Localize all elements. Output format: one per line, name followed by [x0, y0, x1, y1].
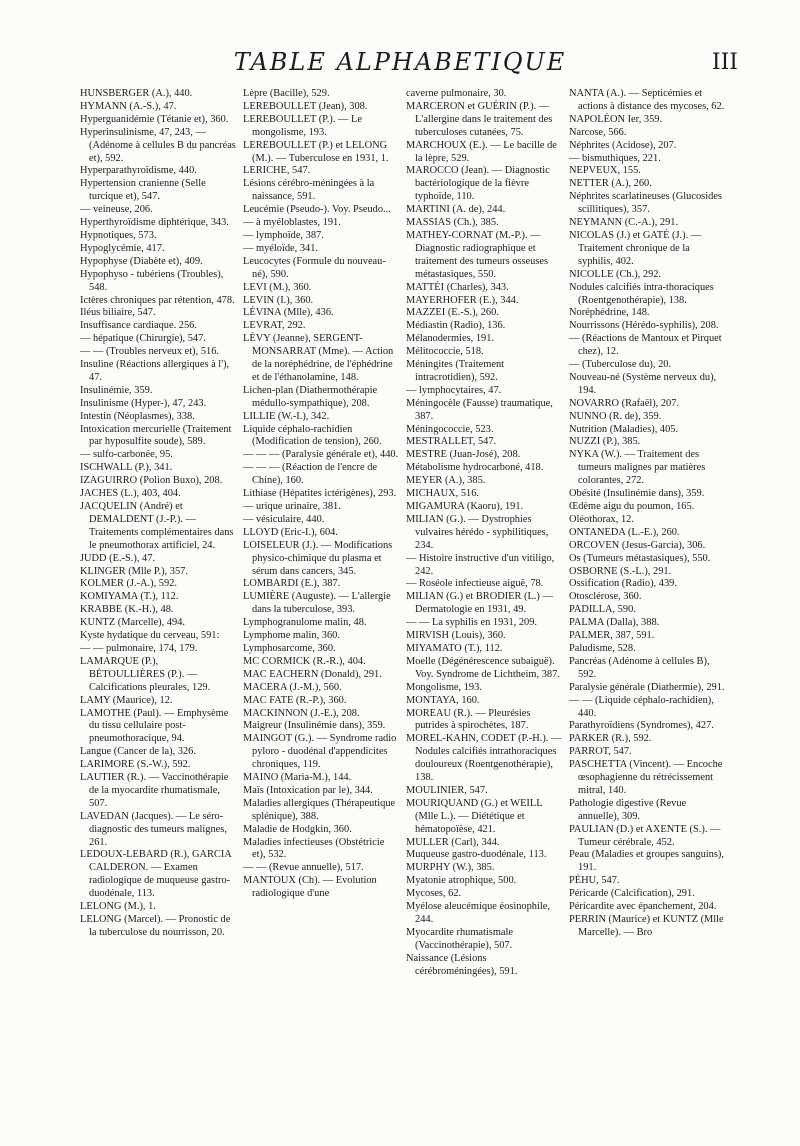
index-entry: MAZZEI (E.-S.), 260.: [406, 307, 499, 319]
index-entry: Maladies infectieuses (Obstétricie et), 532.: [243, 836, 385, 861]
index-entry: Peau (Maladies et groupes sanguins), 191.: [569, 849, 724, 874]
index-entry: Maigreur (Insulinémie dans), 359.: [243, 720, 386, 732]
index-entry: Hypophyso - tubériens (Troubles), 548.: [80, 268, 224, 293]
index-entry: LOISELEUR (J.). — Modifications physico-chimique du plasma et sérum dans cancers, 345.: [243, 539, 393, 577]
index-entry: LEREBOULLET (P.). — Le mongolisme, 193.: [243, 113, 362, 138]
index-entry: Myélose aleucémique éosinophile, 244.: [406, 901, 550, 925]
index-entry: MESTRE (Juan-José), 208.: [406, 449, 521, 461]
index-entry: Hyperthyroïdisme diphtérique, 343.: [80, 217, 229, 229]
page-number: III: [711, 50, 738, 75]
index-entry: — — (Liquide céphalo-rachidien), 440.: [569, 694, 714, 719]
index-entry: JUDD (E.-S.), 47.: [80, 552, 156, 564]
index-entry: NYKA (W.). — Traitement des tumeurs malignes par matières colorantes, 272.: [569, 449, 706, 487]
index-entry: MAC EACHERN (Donald), 291.: [243, 668, 382, 680]
index-entry: Lèpre (Bacille), 529.: [243, 88, 330, 99]
index-entry: Muqueuse gastro-duodénale, 113.: [406, 849, 547, 861]
index-entry: LAUTIER (R.). — Vaccinothérapie de la myocardite rhumatismale, 507.: [80, 772, 229, 809]
index-entry: Méningites (Traitement intracrotidien), 592.: [406, 359, 505, 383]
index-entry: Ictères chroniques par rétention, 478.: [80, 294, 235, 306]
index-entry: MASSIAS (Ch.), 385.: [406, 217, 499, 229]
index-entry: Pathologie digestive (Revue annuelle), 309.: [569, 797, 687, 822]
index-entry: Lithiase (Hépatites ictérigènes), 293.: [243, 488, 397, 500]
index-column-4: [569, 88, 725, 979]
index-entry: MOULINIER, 547.: [406, 784, 488, 796]
index-column-2: [243, 88, 399, 979]
index-entry: NOVARRO (Rafaël), 207.: [569, 397, 680, 409]
index-entry: NEPVEUX, 155.: [569, 165, 641, 177]
index-entry: Hypertension cranienne (Selle turcique et), 547.: [80, 178, 206, 203]
index-entry: caverne pulmonaire, 30.: [406, 88, 507, 99]
index-entry: — urique urinaire, 381.: [243, 501, 341, 512]
index-entry: LAVEDAN (Jacques). — Le séro-diagnostic des tumeurs malignes, 261.: [80, 810, 227, 848]
index-entry: — — — (Paralysie générale et), 440.: [243, 449, 399, 461]
index-column-3: [406, 88, 562, 979]
index-entry: LEVI (M.), 360.: [243, 281, 312, 293]
index-entry: — bismuthiques, 221.: [569, 152, 661, 164]
index-entry: LELONG (M.), 1.: [80, 901, 156, 913]
index-entry: Insuline (Réactions allergiques à l'), 47.: [80, 359, 230, 383]
index-entry: ISCHWALL (P.), 341.: [80, 462, 173, 474]
index-entry: LERICHE, 547.: [243, 165, 311, 177]
index-entry: — myéloïde, 341.: [243, 242, 319, 254]
index-entry: Otosclérose, 360.: [569, 591, 642, 603]
index-entry: Myocardite rhumatismale (Vaccinothérapie), 507.: [406, 926, 514, 951]
index-entry: Lésions cérébro-méningées à la naissance, 591.: [243, 178, 375, 203]
index-entry: LÉVY (Jeanne), SERGENT-MONSARRAT (Mme). — Action de la noréphédrine, de l'éphédrine et de l'éthanolamine, 148.: [243, 333, 394, 383]
index-entry: Narcose, 566.: [569, 126, 627, 138]
index-entry: PALMER, 387, 591.: [569, 630, 655, 642]
index-entry: Ossification (Radio), 439.: [569, 578, 677, 590]
index-entry: Insulinisme (Hyper-), 47, 243.: [80, 397, 207, 409]
index-entry: LAMY (Maurice), 12.: [80, 694, 173, 706]
index-entry: LEDOUX-LEBARD (R.), GARCIA CALDERON. — Examen radiologique de muqueuse gastro-duodénale, 113.: [80, 849, 232, 900]
index-entry: Lymphome malin, 360.: [243, 630, 340, 642]
index-entry: Myatonie atrophique, 500.: [406, 875, 517, 887]
index-entry: PARKER (R.), 592.: [569, 733, 652, 745]
index-column-1: [80, 88, 236, 979]
index-entry: MAINO (Maria-M.), 144.: [243, 772, 352, 784]
index-entry: Noréphédrine, 148.: [569, 307, 650, 319]
index-entry: Obésité (Insulinémie dans), 359.: [569, 488, 705, 500]
index-entry: Lymphogranulome malin, 48.: [243, 617, 367, 629]
index-entry: IZAGUIRRO (Polion Buxo), 208.: [80, 475, 223, 487]
index-entry: LOMBARDI (E.), 387.: [243, 578, 341, 590]
index-entry: Nutrition (Maladies), 405.: [569, 423, 679, 435]
index-entry: MC CORMICK (R.-R.), 404.: [243, 655, 366, 667]
index-entry: MARTINI (A. de), 244.: [406, 204, 506, 216]
index-entry: NUNNO (R. de), 359.: [569, 410, 662, 422]
index-entry: — — — (Réaction de l'encre de Chine), 160.: [243, 462, 378, 487]
index-entry: — — (Revue annuelle), 517.: [243, 862, 364, 874]
index-entry: Pancréas (Adénome à cellules B), 592.: [569, 655, 710, 680]
index-entry: Maladie de Hodgkin, 360.: [243, 823, 352, 835]
index-entry: Os (Tumeurs métastasiques), 550.: [569, 552, 711, 564]
index-entry: — Histoire instructive d'un vitiligo, 242.: [406, 552, 555, 577]
index-entry: Hyperparathyroïdisme, 440.: [80, 165, 197, 177]
index-entry: Oléothorax, 12.: [569, 513, 634, 525]
index-entry: ORCOVEN (Jesus-Garcia), 306.: [569, 539, 706, 551]
index-entry: NICOLLE (Ch.), 292.: [569, 268, 662, 280]
index-entry: Péricarde (Calcification), 291.: [569, 888, 695, 900]
index-entry: MATHEY-CORNAT (M.-P.). — Diagnostic radiographique et traitement des tumeurs osseuses métastasiques, 550.: [406, 229, 549, 280]
index-entry: MULLER (Carl), 344.: [406, 836, 500, 848]
index-entry: LLOYD (Eric-I.), 604.: [243, 526, 338, 538]
index-entry: — lymphocytaires, 47.: [406, 384, 502, 396]
index-entry: Méningococcie, 523.: [406, 423, 494, 435]
index-entry: Hyperinsulinisme, 47, 243, — (Adénome à cellules B du pancréas et), 592.: [80, 126, 236, 164]
index-entry: LILLIE (W.-I.), 342.: [243, 410, 330, 422]
index-entry: Maïs (Intoxication par le), 344.: [243, 784, 373, 796]
index-entry: Liquide céphalo-rachidien (Modification de tension), 260.: [243, 423, 382, 448]
index-entry: — vésiculaire, 440.: [243, 513, 325, 525]
index-entry: MEYER (A.), 385.: [406, 475, 486, 487]
index-entry: HUNSBERGER (A.), 440.: [80, 88, 193, 99]
index-entry: MATTÉI (Charles), 343.: [406, 281, 509, 293]
index-entry: Mycoses, 62.: [406, 888, 462, 900]
index-entry: Métabolisme hydrocarboné, 418.: [406, 462, 544, 474]
index-entry: — hépatique (Chirurgie), 547.: [80, 333, 206, 345]
index-entry: LAMOTHE (Paul). — Emphysème du tissu cellulaire post-pneumothoracique, 94.: [80, 707, 229, 745]
index-entry: MILIAN (G.). — Dystrophies vulvaires hérédo - syphilitiques, 234.: [406, 513, 549, 551]
index-entry: PÉHU, 547.: [569, 875, 620, 887]
index-entry: MICHAUX, 516.: [406, 488, 480, 500]
index-entry: — (Tuberculose du), 20.: [569, 359, 672, 371]
index-entry: OSBORNE (S.-L.), 291.: [569, 565, 672, 577]
index-entry: MOREAU (R.). — Pleurésies putrides à spirochètes, 187.: [406, 707, 531, 732]
index-entry: LÉVINA (Mlle), 436.: [243, 307, 334, 319]
index-entry: Insuffisance cardiaque. 256.: [80, 320, 197, 332]
index-entry: NUZZI (P.), 385.: [569, 436, 641, 448]
index-entry: KOMIYAMA (T.), 112.: [80, 591, 179, 603]
index-entry: Nouveau-né (Système nerveux du), 194.: [569, 371, 717, 396]
index-entry: KRABBE (K.-H.), 48.: [80, 604, 174, 616]
index-entry: — (Réactions de Mantoux et Pirquet chez), 12.: [569, 333, 722, 358]
index-entry: MOURIQUAND (G.) et WEILL (Mlle L.). — Diététique et hématopoïèse, 421.: [406, 797, 543, 835]
index-entry: MAYERHOFER (E.), 344.: [406, 294, 519, 306]
index-entry: MIGAMURA (Kaoru), 191.: [406, 501, 524, 512]
index-entry: LUMIÈRE (Auguste). — L'allergie dans la tuberculose, 393.: [243, 591, 391, 616]
index-entry: MACKINNON (J.-E.), 208.: [243, 707, 360, 719]
index-entry: MAC FATE (R.-P.), 360.: [243, 694, 347, 706]
page-title: TABLE ALPHABETIQUE: [233, 48, 567, 76]
index-entry: — — (Troubles nerveux et), 516.: [80, 346, 220, 358]
index-entry: MURPHY (W.), 385.: [406, 862, 495, 874]
index-entry: Nodules calcifiés intra-thoraciques (Roentgenothérapie), 138.: [569, 281, 714, 306]
index-entry: NICOLAS (J.) et GATÉ (J.). — Traitement chronique de la syphilis, 402.: [569, 229, 702, 267]
index-entry: NAPOLÉON Ier, 359.: [569, 113, 663, 125]
index-entry: Néphrites (Acidose), 207.: [569, 139, 677, 151]
index-entry: Intestin (Néoplasmes), 338.: [80, 410, 195, 422]
index-entry: PERRIN (Maurice) et KUNTZ (Mlle Marcelle). — Bro: [569, 914, 724, 938]
index-entry: Néphrites scarlatineuses (Glucosides scillitiques), 357.: [569, 191, 722, 216]
index-entry: MARCERON et GUÉRIN (P.). — L'allergine dans le traitement des tuberculoses cutanées, 75.: [406, 100, 553, 138]
index-entry: Leucémie (Pseudo-). Voy. Pseudo...: [243, 204, 391, 216]
index-entry: JACHES (L.), 403, 404.: [80, 488, 181, 500]
index-entry: PADILLA, 590.: [569, 604, 636, 616]
index-entry: Leucocytes (Formule du nouveau-né), 590.: [243, 255, 386, 280]
index-entry: Hypoglycémie, 417.: [80, 242, 165, 254]
index-entry: JACQUELIN (André) et DEMALDENT (J.-P.). — Traitements complémentaires dans le pneumothorax artificiel, 24.: [80, 501, 234, 551]
index-entry: MAROCCO (Jean). — Diagnostic bactériologique de la fièvre typhoïde, 110.: [406, 165, 550, 203]
index-entry: MANTOUX (Ch). — Evolution radiologique d'une: [243, 875, 377, 900]
index-entry: Hypophyse (Diabète et), 409.: [80, 255, 203, 267]
index-entry: Lymphosarcome, 360.: [243, 642, 336, 654]
index-entry: — à myéloblastes, 191.: [243, 217, 341, 229]
index-entry: PAULIAN (D.) et AXENTE (S.). — Tumeur cérébrale, 452.: [569, 823, 721, 848]
index-entry: PASCHETTA (Vincent). — Encoche œsophagienne du rétrécissement mitral, 140.: [569, 759, 723, 796]
index-entry: LARIMORE (S.-W.), 592.: [80, 759, 191, 771]
index-entry: Maladies allergiques (Thérapeutique splénique), 388.: [243, 797, 396, 822]
index-entry: PALMA (Dalla), 388.: [569, 617, 660, 629]
index-entry: MARCHOUX (E.). — Le bacille de la lèpre, 529.: [406, 139, 557, 164]
index-entry: MESTRALLET, 547.: [406, 436, 497, 448]
index-entry: NANTA (A.). — Septicémies et actions à distance des mycoses, 62.: [569, 88, 725, 112]
index-entry: Mélitococcie, 518.: [406, 346, 484, 358]
index-entry: Langue (Cancer de la), 326.: [80, 746, 196, 758]
index-entry: Hypnotiques, 573.: [80, 229, 157, 241]
index-entry: Mongolisme, 193.: [406, 681, 482, 693]
index-entry: Paralysie générale (Diathermie), 291.: [569, 681, 725, 693]
index-entry: LAMARQUE (P.), BÉTOULLIÈRES (P.). — Calcifications pleurales, 129.: [80, 655, 211, 693]
index-entry: Intoxication mercurielle (Traitement par hyposulfite soude), 589.: [80, 423, 232, 448]
index-entry: Péricardite avec épanchement, 204.: [569, 901, 717, 913]
index-entry: MIRVISH (Louis), 360.: [406, 630, 506, 642]
index-entry: MIYAMATO (T.), 112.: [406, 642, 503, 654]
index-entry: Nourrissons (Hérédo-syphilis), 208.: [569, 320, 719, 332]
index-entry: Méningocèle (Fausse) traumatique, 387.: [406, 397, 553, 422]
index-entry: LEREBOULLET (P.) et LELONG (M.). — Tuberculose en 1931, 1.: [243, 139, 389, 164]
index-columns: [80, 88, 730, 979]
index-entry: HYMANN (A.-S.), 47.: [80, 100, 177, 112]
index-entry: Parathyroïdiens (Syndromes), 427.: [569, 720, 714, 732]
index-entry: Médiastin (Radio), 136.: [406, 320, 506, 332]
index-entry: Iléus biliaire, 547.: [80, 307, 156, 319]
index-entry: Œdème aigu du poumon, 165.: [569, 501, 695, 512]
index-entry: — Roséole infectieuse aiguë, 78.: [406, 578, 544, 590]
index-entry: Insulinémie, 359.: [80, 384, 153, 396]
index-entry: — lymphoïde, 387.: [243, 229, 324, 241]
index-entry: MAINGOT (G.). — Syndrome radio pyloro - duodénal d'appendicites chroniques, 119.: [243, 733, 397, 771]
index-entry: — — pulmonaire, 174, 179.: [80, 642, 198, 654]
index-entry: Kyste hydatique du cerveau, 591:: [80, 630, 220, 642]
index-entry: LEVRAT, 292.: [243, 320, 306, 332]
index-entry: Hyperguanidémie (Tétanie et), 360.: [80, 113, 229, 125]
index-entry: MACERA (J.-M.), 560.: [243, 681, 342, 693]
index-entry: ONTANEDA (L.-E.), 260.: [569, 526, 680, 538]
index-entry: Lichen-plan (Diathermothérapie médullo-sympathique), 208.: [243, 384, 378, 409]
index-entry: — veineuse, 206.: [80, 204, 153, 216]
index-entry: — sulfo-carbonée, 95.: [80, 449, 173, 461]
index-entry: Paludisme, 528.: [569, 642, 636, 654]
index-entry: LELONG (Marcel). — Pronostic de la tuberculose du nourrisson, 20.: [80, 914, 231, 938]
index-entry: MOREL-KAHN, CODET (P.-H.). — Nodules calcifiés intrathoraciques douloureux (Roentgenothérapie), 138.: [406, 733, 562, 784]
index-entry: LEREBOULLET (Jean), 308.: [243, 100, 368, 112]
index-entry: Moelle (Dégénérescence subaiguë). Voy. Syndrome de Lichtheim, 387.: [406, 655, 560, 680]
index-entry: MONTAYA, 160.: [406, 694, 480, 706]
index-entry: — — La syphilis en 1931, 209.: [406, 617, 538, 629]
index-entry: NETTER (A.), 260.: [569, 178, 652, 190]
page-header: [0, 44, 800, 84]
index-entry: Mélanodermies, 191.: [406, 333, 495, 345]
index-entry: KOLMER (J.-A.), 592.: [80, 578, 177, 590]
index-entry: MILIAN (G.) et BRODIER (L.) — Dermatologie en 1931, 49.: [406, 591, 553, 616]
index-entry: NEYMANN (C.-A.), 291.: [569, 217, 679, 229]
index-entry: KLINGER (Mlle P.), 357.: [80, 565, 188, 577]
index-entry: LEVIN (I.), 360.: [243, 294, 314, 306]
index-entry: Naissance (Lésions cérébroméningées), 591.: [406, 952, 518, 977]
index-entry: KUNTZ (Marcelle), 494.: [80, 617, 186, 629]
index-entry: PARROT, 547.: [569, 746, 632, 758]
